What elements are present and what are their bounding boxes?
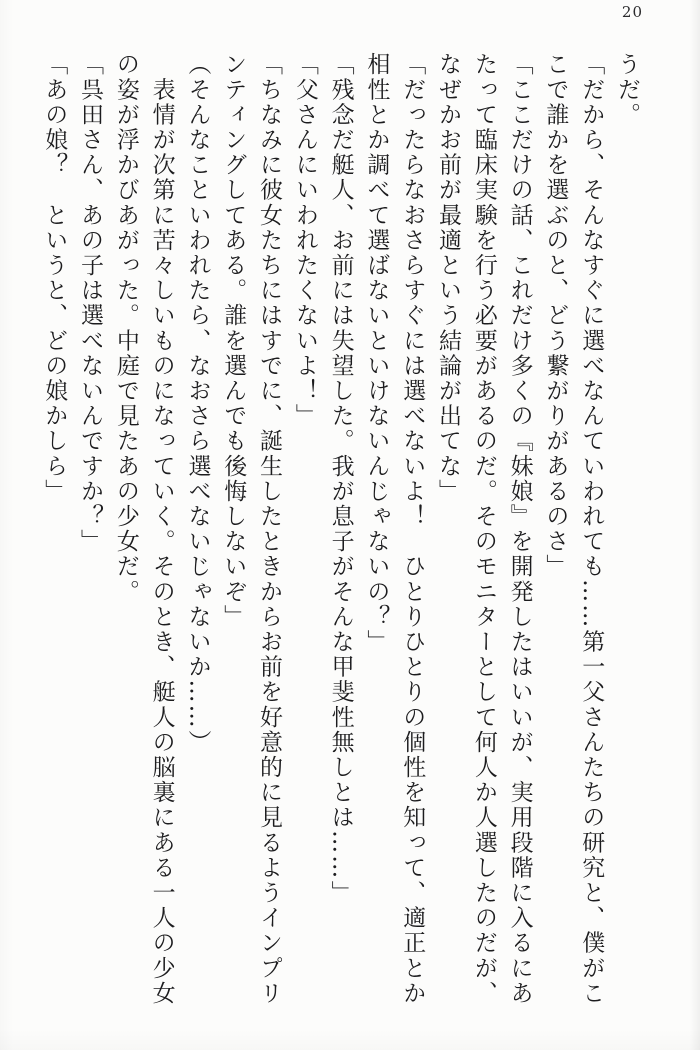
text-line: 「ここだけの話、これだけ多くの『妹娘』を開発したはいいが、実用段階に入るにあ <box>506 52 533 1006</box>
text-line: 「父さんにいわれたくないよ！」 <box>291 52 318 429</box>
text-line: ンティングしてある。誰を選んでも後悔しないぞ」 <box>220 52 247 630</box>
vertical-text-block <box>35 52 644 1020</box>
text-line: 「だから、そんなすぐに選べなんていわれても……第一父さんたちの研究と、僕がこ <box>578 52 605 1006</box>
text-line: 「残念だ艇人、お前には失望した。我が息子がそんな甲斐性無しとは……」 <box>327 52 354 906</box>
text-line: 「あの娘？ というと、どの娘かしら」 <box>41 52 68 504</box>
text-line: の姿が浮かびあがった。中庭で見たあの少女だ。 <box>112 52 139 605</box>
text-line: たって臨床実験を行う必要があるのだ。そのモニターとして何人か人選したのだが、 <box>470 52 497 1006</box>
text-line: 相性とか調べて選ばないといけないんじゃないの？」 <box>363 52 390 655</box>
text-line: 「ちなみに彼女たちにはすでに、誕生したときからお前を好意的に見るようインプリ <box>256 52 283 1006</box>
text-line: なぜかお前が最適という結論が出てな」 <box>435 52 462 504</box>
text-line: 「呉田さん、あの子は選べないんですか？」 <box>77 52 104 554</box>
text-line: 表情が次第に苦々しいものになっていく。そのとき、艇人の脳裏にある一人の少女 <box>148 52 175 1006</box>
page-number: 20 <box>621 3 643 21</box>
text-line: こで誰かを選ぶのと、どう繋がりがあるのさ」 <box>542 52 569 580</box>
text-line: （そんなこといわれたら、なおさら選べないじゃないか……） <box>184 52 211 755</box>
text-line: 「だったらなおさらすぐには選べないよ！ ひとりひとりの個性を知って、適正とか <box>399 52 426 1006</box>
text-line: うだ。 <box>614 52 640 128</box>
